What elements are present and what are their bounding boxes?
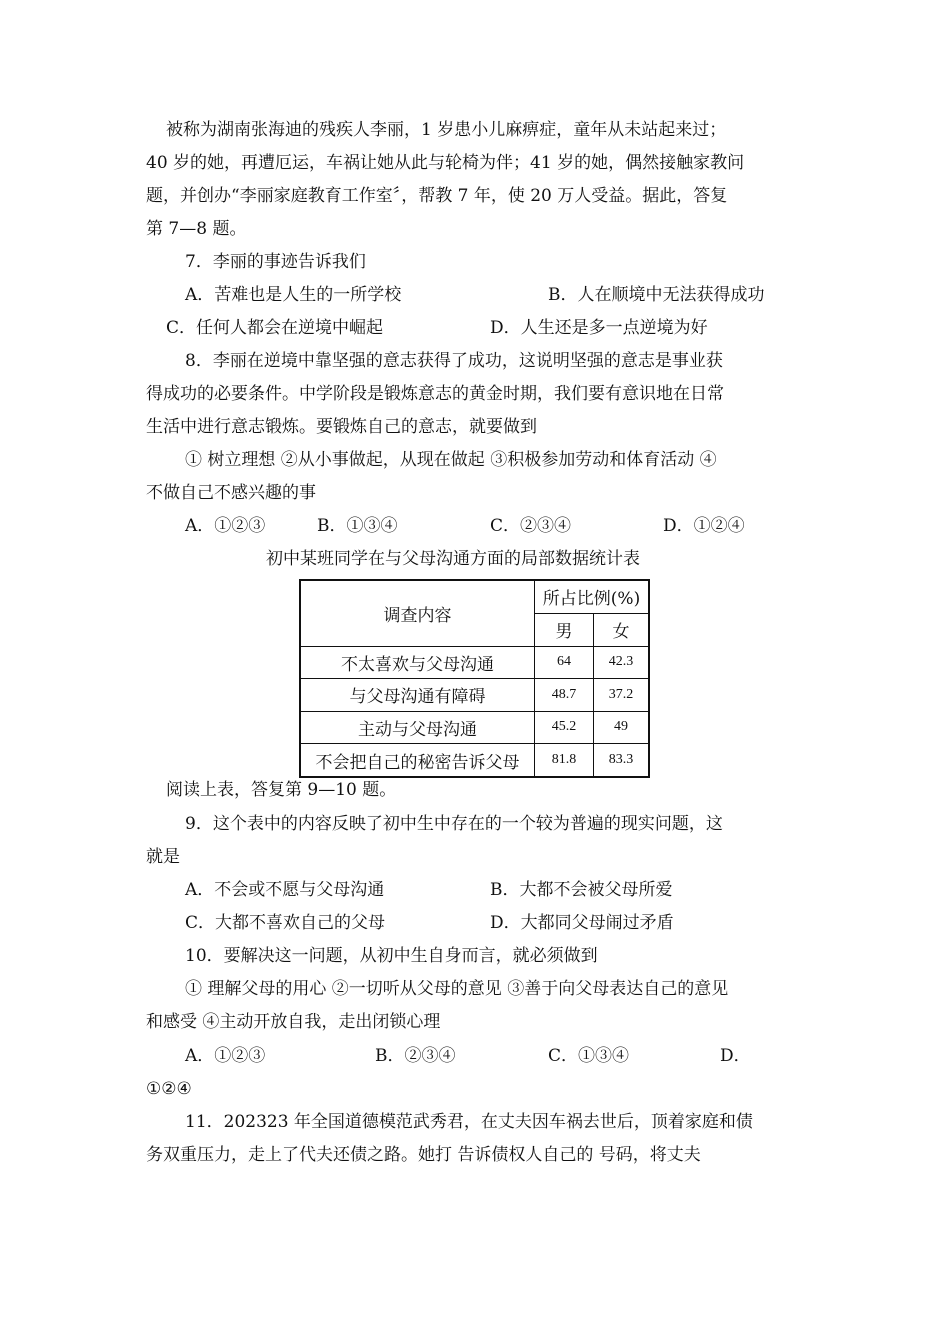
row-label: 不太喜欢与父母沟通 bbox=[300, 646, 535, 679]
row-male: 48.7 bbox=[535, 679, 594, 712]
table-caption: 初中某班同学在与父母沟通方面的局部数据统计表 bbox=[266, 549, 640, 569]
q9-option-b: B．大都不会被父母所爱 bbox=[490, 880, 673, 900]
q8-option-c: C．②③④ bbox=[490, 516, 572, 536]
row-male: 64 bbox=[535, 646, 594, 679]
row-female: 42.3 bbox=[594, 646, 650, 679]
statistics-table bbox=[299, 579, 650, 778]
q7-option-a: A．苦难也是人生的一所学校 bbox=[185, 285, 402, 305]
q8-option-d: D．①②④ bbox=[663, 516, 745, 536]
table-row bbox=[300, 646, 649, 679]
question-9-stem: 9．这个表中的内容反映了初中生中存在的一个较为普遍的现实问题，这 bbox=[185, 814, 723, 834]
header-content: 调查内容 bbox=[300, 580, 535, 646]
row-label: 主动与父母沟通 bbox=[300, 711, 535, 744]
question-10-stem: 10．要解决这一问题，从初中生自身而言，就必须做到 bbox=[185, 946, 598, 966]
question-9-stem: 就是 bbox=[146, 847, 180, 867]
row-male: 81.8 bbox=[535, 744, 594, 777]
intro-line: 被称为湖南张海迪的残疾人李丽，1 岁患小儿麻痹症，童年从未站起来过； bbox=[166, 120, 727, 140]
question-11-stem: 11．202323 年全国道德模范武秀君，在丈夫因车祸去世后，顶着家庭和债 bbox=[185, 1112, 753, 1132]
header-female: 女 bbox=[594, 613, 650, 646]
q8-items: ① 树立理想 ②从小事做起，从现在做起 ③积极参加劳动和体育活动 ④ bbox=[185, 450, 717, 470]
table-row bbox=[300, 679, 649, 712]
q10-option-a: A．①②③ bbox=[185, 1046, 266, 1066]
q7-option-d: D．人生还是多一点逆境为好 bbox=[490, 318, 708, 338]
header-ratio: 所占比例(%) bbox=[535, 580, 650, 613]
row-label: 与父母沟通有障碍 bbox=[300, 679, 535, 712]
row-male: 45.2 bbox=[535, 711, 594, 744]
question-8-stem: 得成功的必要条件。中学阶段是锻炼意志的黄金时期，我们要有意识地在日常 bbox=[146, 384, 724, 404]
q10-items: ① 理解父母的用心 ②一切听从父母的意见 ③善于向父母表达自己的意见 bbox=[185, 979, 729, 999]
intro-line: 40 岁的她，再遭厄运，车祸让她从此与轮椅为伴；41 岁的她，偶然接触家教问 bbox=[146, 153, 745, 173]
table-row bbox=[300, 744, 649, 777]
intro-line: 题，并创办“李丽家庭教育工作室〞，帮教 7 年，使 20 万人受益。据此，答复 bbox=[146, 186, 728, 206]
q8-items: 不做自己不感兴趣的事 bbox=[146, 483, 316, 503]
q7-option-b: B．人在顺境中无法获得成功 bbox=[548, 285, 765, 305]
row-female: 49 bbox=[594, 711, 650, 744]
row-female: 83.3 bbox=[594, 744, 650, 777]
header-male: 男 bbox=[535, 613, 594, 646]
q9-option-a: A．不会或不愿与父母沟通 bbox=[185, 880, 385, 900]
question-8-stem: 生活中进行意志锻炼。要锻炼自己的意志，就要做到 bbox=[146, 417, 537, 437]
q10-option-d-text: ①②④ bbox=[146, 1079, 192, 1099]
question-8-stem: 8．李丽在逆境中靠坚强的意志获得了成功，这说明坚强的意志是事业获 bbox=[185, 351, 723, 371]
q9-option-d: D．大都同父母闹过矛盾 bbox=[490, 913, 674, 933]
q10-option-b: B．②③④ bbox=[375, 1046, 456, 1066]
table-row bbox=[300, 711, 649, 744]
read-table-instruction: 阅读上表，答复第 9—10 题。 bbox=[166, 780, 397, 800]
intro-line: 第 7—8 题。 bbox=[146, 219, 247, 239]
row-label: 不会把自己的秘密告诉父母 bbox=[300, 744, 535, 777]
q7-option-c: C．任何人都会在逆境中崛起 bbox=[166, 318, 384, 338]
q10-items: 和感受 ④主动开放自我，走出闭锁心理 bbox=[146, 1012, 441, 1032]
row-female: 37.2 bbox=[594, 679, 650, 712]
question-7-stem: 7．李丽的事迹告诉我们 bbox=[185, 252, 366, 272]
q10-option-c: C．①③④ bbox=[548, 1046, 630, 1066]
q8-option-a: A．①②③ bbox=[185, 516, 266, 536]
q9-option-c: C．大都不喜欢自己的父母 bbox=[185, 913, 386, 933]
question-11-stem: 务双重压力，走上了代夫还债之路。她打 告诉债权人自己的 号码，将丈夫 bbox=[146, 1145, 701, 1165]
q10-option-d: D． bbox=[720, 1046, 751, 1066]
q8-option-b: B．①③④ bbox=[317, 516, 398, 536]
